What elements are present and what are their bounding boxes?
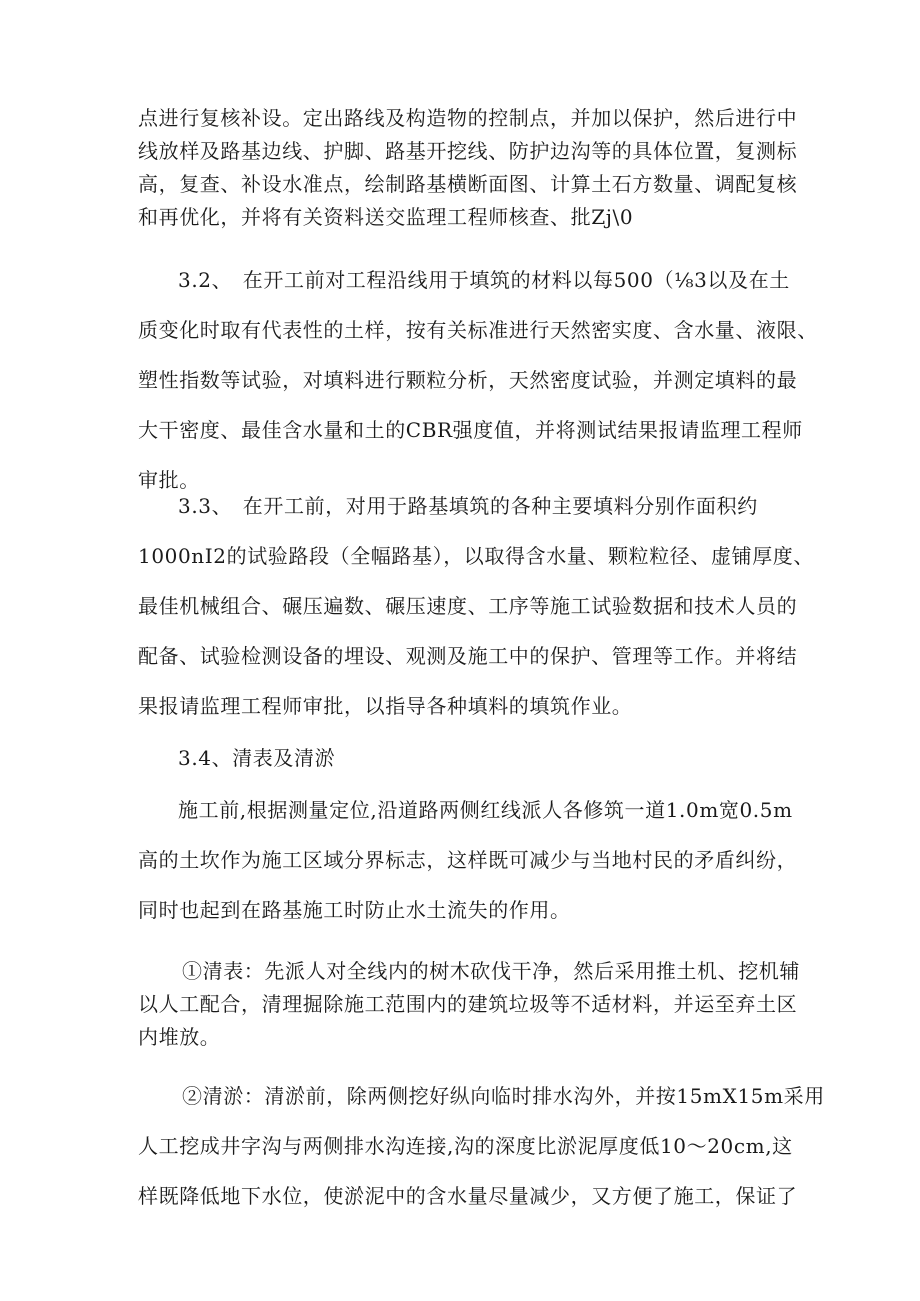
text-line: 和再优化，并将有关资料送交监理工程师核查、批Zj\0 [138, 205, 634, 229]
text-line: 配备、试验检测设备的埋设、观测及施工中的保护、管理等工作。并将结 [138, 644, 798, 668]
section-heading-3-2: 3.2、 在开工前对工程沿线用于填筑的材料以每500（⅛3以及在土 [178, 268, 790, 292]
paragraph-survey-continuation [138, 102, 798, 234]
text-line: ②清淤：清淤前，除两侧挖好纵向临时排水沟外，并按15mX15m采用 [182, 1084, 825, 1108]
paragraph-surface-clearing [138, 955, 800, 1054]
text-line: 质变化时取有代表性的土样，按有关标准进行天然密实度、含水量、液限、 [138, 318, 818, 342]
paragraph-site-boundary [138, 785, 798, 935]
text-line: 点进行复核补设。定出路线及构造物的控制点，并加以保护，然后进行中 [138, 106, 798, 130]
paragraph-silt-removal [138, 1071, 825, 1221]
text-line: 高的土坎作为施工区域分界标志，这样既可减少与当地村民的矛盾纠纷， [138, 848, 798, 872]
text-line: ①清表：先派人对全线内的树木砍伐干净，然后采用推土机、挖机辅 [182, 959, 800, 983]
paragraph-section-3-2 [138, 255, 818, 505]
text-line: 高，复查、补设水准点，绘制路基横断面图、计算土石方数量、调配复核 [138, 172, 798, 196]
text-line: 内堆放。 [138, 1025, 221, 1049]
section-heading-3-4 [138, 733, 788, 783]
text-line: 果报请监理工程师审批，以指导各种填料的填筑作业。 [138, 694, 633, 718]
text-line: 人工挖成井字沟与两侧排水沟连接,沟的深度比淤泥厚度低10～20cm,这 [138, 1134, 793, 1158]
paragraph-section-3-3 [138, 481, 815, 731]
text-line: 大干密度、最佳含水量和土的CBR强度值，并将测试结果报请监理工程师 [138, 418, 803, 442]
text-line: 1000nI2的试验路段（全幅路基），以取得含水量、颗粒粒径、虚铺厚度、 [138, 544, 815, 568]
section-heading-text: 3.4、清表及清淤 [178, 746, 336, 770]
text-line: 以人工配合，清理掘除施工范围内的建筑垃圾等不适材料，并运至弃土区 [138, 992, 798, 1016]
text-line: 同时也起到在路基施工时防止水土流失的作用。 [138, 898, 571, 922]
text-line: 审批。 [138, 468, 200, 492]
section-heading-3-3: 3.3、 在开工前，对用于路基填筑的各种主要填料分别作面积约 [178, 494, 758, 518]
text-line: 线放样及路基边线、护脚、路基开挖线、防护边沟等的具体位置，复测标 [138, 139, 798, 163]
text-line: 施工前,根据测量定位,沿道路两侧红线派人各修筑一道1.0m宽0.5m [178, 798, 793, 822]
text-line: 最佳机械组合、碾压遍数、碾压速度、工序等施工试验数据和技术人员的 [138, 594, 798, 618]
text-line: 样既降低地下水位，使淤泥中的含水量尽量减少，又方便了施工，保证了 [138, 1184, 798, 1208]
text-line: 塑性指数等试验，对填料进行颗粒分析，天然密度试验，并测定填料的最 [138, 368, 798, 392]
